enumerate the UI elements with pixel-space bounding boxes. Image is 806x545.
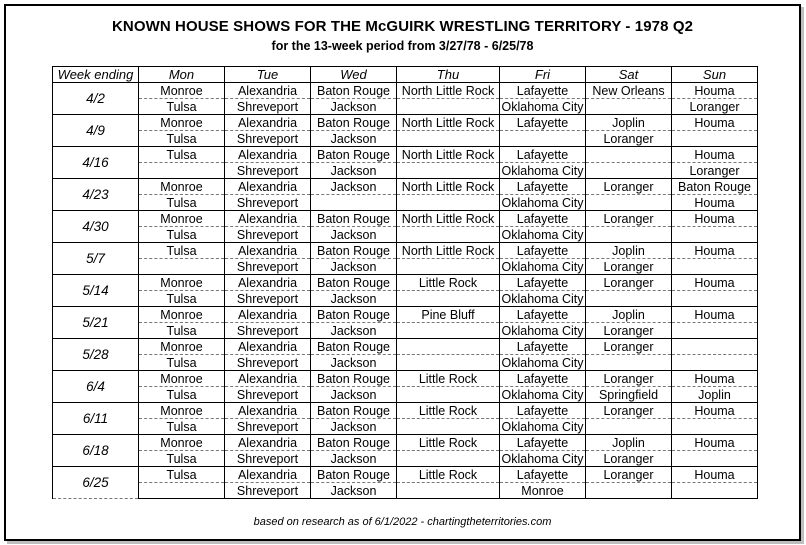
cell-thu — [397, 99, 500, 115]
cell-sun: Houma — [672, 83, 758, 99]
table-row — [53, 115, 758, 131]
cell-thu: Little Rock — [397, 435, 500, 451]
cell-tue: Alexandria — [225, 243, 311, 259]
cell-sun: Houma — [672, 307, 758, 323]
cell-tue: Shreveport — [225, 99, 311, 115]
table-row — [53, 371, 758, 387]
cell-sun — [672, 323, 758, 339]
cell-fri: Oklahoma City — [500, 195, 586, 211]
cell-thu — [397, 483, 500, 499]
cell-fri: Oklahoma City — [500, 451, 586, 467]
week-ending-cell: 6/4 — [53, 371, 139, 403]
cell-thu — [397, 163, 500, 179]
cell-fri: Oklahoma City — [500, 259, 586, 275]
cell-mon: Monroe — [139, 371, 225, 387]
cell-sun — [672, 131, 758, 147]
cell-sat: Loranger — [586, 259, 672, 275]
footer-note: based on research as of 6/1/2022 - chartingtheterritories.com — [253, 516, 552, 528]
cell-mon: Tulsa — [139, 467, 225, 483]
cell-wed: Baton Rouge — [311, 403, 397, 419]
cell-sat: Joplin — [586, 307, 672, 323]
table-row — [53, 147, 758, 163]
cell-tue: Alexandria — [225, 371, 311, 387]
cell-fri: Lafayette — [500, 83, 586, 99]
cell-sun — [672, 483, 758, 499]
cell-fri: Lafayette — [500, 115, 586, 131]
table-row — [53, 83, 758, 99]
cell-sat: New Orleans — [586, 83, 672, 99]
page-title: KNOWN HOUSE SHOWS FOR THE McGUIRK WRESTLING TERRITORY - 1978 Q2 — [111, 18, 694, 35]
cell-mon: Monroe — [139, 403, 225, 419]
cell-sat — [586, 163, 672, 179]
cell-sun — [672, 339, 758, 355]
cell-mon: Tulsa — [139, 147, 225, 163]
cell-sat: Loranger — [586, 211, 672, 227]
week-ending-cell: 6/18 — [53, 435, 139, 467]
table-row — [53, 259, 758, 275]
header-sat: Sat — [586, 67, 672, 83]
table-row — [53, 275, 758, 291]
cell-wed: Jackson — [311, 355, 397, 371]
cell-thu: Little Rock — [397, 371, 500, 387]
table-row — [53, 195, 758, 211]
cell-mon: Tulsa — [139, 131, 225, 147]
cell-tue: Alexandria — [225, 435, 311, 451]
schedule-table — [52, 66, 758, 499]
cell-wed: Baton Rouge — [311, 83, 397, 99]
page-frame — [4, 4, 801, 541]
cell-tue: Shreveport — [225, 227, 311, 243]
cell-sat: Joplin — [586, 115, 672, 131]
cell-tue: Shreveport — [225, 131, 311, 147]
cell-tue: Shreveport — [225, 451, 311, 467]
cell-fri: Lafayette — [500, 211, 586, 227]
cell-thu — [397, 195, 500, 211]
cell-fri: Oklahoma City — [500, 323, 586, 339]
cell-thu — [397, 451, 500, 467]
cell-wed: Baton Rouge — [311, 275, 397, 291]
cell-thu — [397, 131, 500, 147]
cell-sun: Houma — [672, 467, 758, 483]
cell-mon: Tulsa — [139, 227, 225, 243]
table-row — [53, 451, 758, 467]
table-row — [53, 403, 758, 419]
cell-fri: Lafayette — [500, 339, 586, 355]
cell-mon: Monroe — [139, 339, 225, 355]
cell-sun — [672, 419, 758, 435]
week-ending-cell: 5/28 — [53, 339, 139, 371]
cell-tue: Shreveport — [225, 419, 311, 435]
cell-sat: Loranger — [586, 371, 672, 387]
header-mon: Mon — [139, 67, 225, 83]
cell-mon: Tulsa — [139, 291, 225, 307]
cell-sun — [672, 355, 758, 371]
header-row — [53, 67, 758, 83]
cell-sun: Houma — [672, 147, 758, 163]
cell-fri: Lafayette — [500, 243, 586, 259]
cell-mon — [139, 163, 225, 179]
cell-fri: Monroe — [500, 483, 586, 499]
cell-thu: Pine Bluff — [397, 307, 500, 323]
cell-tue: Alexandria — [225, 307, 311, 323]
cell-sat — [586, 355, 672, 371]
cell-tue: Shreveport — [225, 259, 311, 275]
cell-mon: Tulsa — [139, 323, 225, 339]
cell-thu — [397, 355, 500, 371]
table-row — [53, 419, 758, 435]
cell-sun: Joplin — [672, 387, 758, 403]
week-ending-cell: 5/21 — [53, 307, 139, 339]
week-ending-cell: 4/2 — [53, 83, 139, 115]
cell-fri: Oklahoma City — [500, 355, 586, 371]
cell-fri: Oklahoma City — [500, 291, 586, 307]
cell-tue: Shreveport — [225, 355, 311, 371]
cell-tue: Alexandria — [225, 83, 311, 99]
cell-fri: Oklahoma City — [500, 163, 586, 179]
table-row — [53, 483, 758, 499]
cell-sat — [586, 147, 672, 163]
cell-thu — [397, 227, 500, 243]
cell-tue: Shreveport — [225, 323, 311, 339]
cell-wed: Baton Rouge — [311, 147, 397, 163]
cell-sat: Joplin — [586, 243, 672, 259]
cell-mon: Monroe — [139, 179, 225, 195]
cell-thu — [397, 291, 500, 307]
cell-mon: Monroe — [139, 307, 225, 323]
cell-wed: Baton Rouge — [311, 371, 397, 387]
cell-sat: Loranger — [586, 451, 672, 467]
cell-thu: North Little Rock — [397, 147, 500, 163]
cell-tue: Alexandria — [225, 403, 311, 419]
cell-sun: Houma — [672, 371, 758, 387]
week-ending-cell: 5/7 — [53, 243, 139, 275]
cell-sun: Baton Rouge — [672, 179, 758, 195]
week-ending-cell: 6/25 — [53, 467, 139, 499]
cell-fri: Lafayette — [500, 147, 586, 163]
table-row — [53, 307, 758, 323]
cell-wed: Jackson — [311, 163, 397, 179]
cell-tue: Alexandria — [225, 339, 311, 355]
table-row — [53, 211, 758, 227]
cell-sat: Loranger — [586, 467, 672, 483]
cell-wed: Baton Rouge — [311, 243, 397, 259]
cell-sun: Houma — [672, 275, 758, 291]
cell-fri: Lafayette — [500, 467, 586, 483]
table-row — [53, 227, 758, 243]
cell-mon: Tulsa — [139, 387, 225, 403]
cell-sun: Houma — [672, 195, 758, 211]
cell-wed: Jackson — [311, 451, 397, 467]
cell-sat: Loranger — [586, 275, 672, 291]
cell-thu: North Little Rock — [397, 115, 500, 131]
page-subtitle: for the 13-week period from 3/27/78 - 6/25/78 — [271, 39, 534, 53]
table-row — [53, 291, 758, 307]
table-row — [53, 99, 758, 115]
cell-sat — [586, 227, 672, 243]
cell-thu: North Little Rock — [397, 179, 500, 195]
cell-mon — [139, 259, 225, 275]
cell-thu: Little Rock — [397, 275, 500, 291]
cell-wed — [311, 195, 397, 211]
cell-wed: Jackson — [311, 227, 397, 243]
cell-tue: Alexandria — [225, 115, 311, 131]
cell-sat: Loranger — [586, 323, 672, 339]
cell-mon: Monroe — [139, 83, 225, 99]
cell-sun: Houma — [672, 115, 758, 131]
cell-tue: Alexandria — [225, 275, 311, 291]
week-ending-cell: 5/14 — [53, 275, 139, 307]
cell-fri: Oklahoma City — [500, 419, 586, 435]
cell-wed: Baton Rouge — [311, 307, 397, 323]
cell-thu: Little Rock — [397, 467, 500, 483]
cell-mon: Tulsa — [139, 195, 225, 211]
table-row — [53, 323, 758, 339]
table-row — [53, 339, 758, 355]
cell-fri: Oklahoma City — [500, 99, 586, 115]
week-ending-cell: 6/11 — [53, 403, 139, 435]
cell-wed: Jackson — [311, 179, 397, 195]
cell-mon: Monroe — [139, 115, 225, 131]
cell-fri: Lafayette — [500, 179, 586, 195]
table-row — [53, 163, 758, 179]
cell-mon: Tulsa — [139, 451, 225, 467]
cell-thu: North Little Rock — [397, 243, 500, 259]
cell-wed: Jackson — [311, 483, 397, 499]
cell-sat: Springfield — [586, 387, 672, 403]
cell-thu: North Little Rock — [397, 211, 500, 227]
cell-mon: Tulsa — [139, 355, 225, 371]
cell-fri: Oklahoma City — [500, 387, 586, 403]
cell-sat — [586, 419, 672, 435]
cell-wed: Baton Rouge — [311, 467, 397, 483]
week-ending-cell: 4/9 — [53, 115, 139, 147]
cell-wed: Jackson — [311, 387, 397, 403]
cell-thu — [397, 419, 500, 435]
header-week-ending: Week ending — [53, 67, 139, 83]
header-fri: Fri — [500, 67, 586, 83]
cell-thu — [397, 323, 500, 339]
cell-tue: Shreveport — [225, 483, 311, 499]
cell-fri — [500, 131, 586, 147]
cell-fri: Oklahoma City — [500, 227, 586, 243]
cell-thu: Little Rock — [397, 403, 500, 419]
cell-fri: Lafayette — [500, 435, 586, 451]
cell-sun: Houma — [672, 435, 758, 451]
week-ending-cell: 4/30 — [53, 211, 139, 243]
cell-sun — [672, 291, 758, 307]
cell-tue: Alexandria — [225, 147, 311, 163]
cell-sun: Houma — [672, 211, 758, 227]
cell-thu — [397, 259, 500, 275]
cell-sat: Loranger — [586, 403, 672, 419]
cell-sat: Loranger — [586, 179, 672, 195]
cell-fri: Lafayette — [500, 403, 586, 419]
table-row — [53, 243, 758, 259]
cell-mon: Monroe — [139, 211, 225, 227]
cell-tue: Alexandria — [225, 179, 311, 195]
week-ending-cell: 4/16 — [53, 147, 139, 179]
cell-wed: Baton Rouge — [311, 339, 397, 355]
table-row — [53, 467, 758, 483]
table-row — [53, 355, 758, 371]
cell-tue: Shreveport — [225, 387, 311, 403]
cell-sun — [672, 451, 758, 467]
cell-wed: Jackson — [311, 291, 397, 307]
cell-mon: Tulsa — [139, 419, 225, 435]
cell-tue: Shreveport — [225, 163, 311, 179]
cell-sun: Loranger — [672, 99, 758, 115]
cell-sun — [672, 227, 758, 243]
table-row — [53, 387, 758, 403]
cell-mon: Monroe — [139, 435, 225, 451]
cell-fri: Lafayette — [500, 371, 586, 387]
cell-sat — [586, 99, 672, 115]
cell-sat: Loranger — [586, 131, 672, 147]
cell-sat: Loranger — [586, 339, 672, 355]
cell-mon: Monroe — [139, 275, 225, 291]
cell-mon — [139, 483, 225, 499]
cell-wed: Jackson — [311, 131, 397, 147]
cell-sun: Loranger — [672, 163, 758, 179]
cell-fri: Lafayette — [500, 275, 586, 291]
cell-wed: Jackson — [311, 259, 397, 275]
cell-sun: Houma — [672, 243, 758, 259]
cell-sat: Joplin — [586, 435, 672, 451]
week-ending-cell: 4/23 — [53, 179, 139, 211]
cell-tue: Shreveport — [225, 195, 311, 211]
cell-mon: Tulsa — [139, 99, 225, 115]
cell-mon: Tulsa — [139, 243, 225, 259]
cell-tue: Alexandria — [225, 467, 311, 483]
cell-wed: Jackson — [311, 323, 397, 339]
cell-wed: Baton Rouge — [311, 435, 397, 451]
cell-sun — [672, 259, 758, 275]
cell-wed: Jackson — [311, 99, 397, 115]
cell-sun: Houma — [672, 403, 758, 419]
cell-wed: Baton Rouge — [311, 211, 397, 227]
cell-tue: Alexandria — [225, 211, 311, 227]
cell-wed: Baton Rouge — [311, 115, 397, 131]
header-tue: Tue — [225, 67, 311, 83]
cell-thu — [397, 339, 500, 355]
header-thu: Thu — [397, 67, 500, 83]
cell-sat — [586, 195, 672, 211]
cell-thu — [397, 387, 500, 403]
schedule-body — [53, 83, 758, 499]
header-wed: Wed — [311, 67, 397, 83]
table-row — [53, 131, 758, 147]
table-row — [53, 179, 758, 195]
cell-sat — [586, 291, 672, 307]
cell-sat — [586, 483, 672, 499]
cell-wed: Jackson — [311, 419, 397, 435]
cell-tue: Shreveport — [225, 291, 311, 307]
header-sun: Sun — [672, 67, 758, 83]
table-row — [53, 435, 758, 451]
cell-fri: Lafayette — [500, 307, 586, 323]
cell-thu: North Little Rock — [397, 83, 500, 99]
